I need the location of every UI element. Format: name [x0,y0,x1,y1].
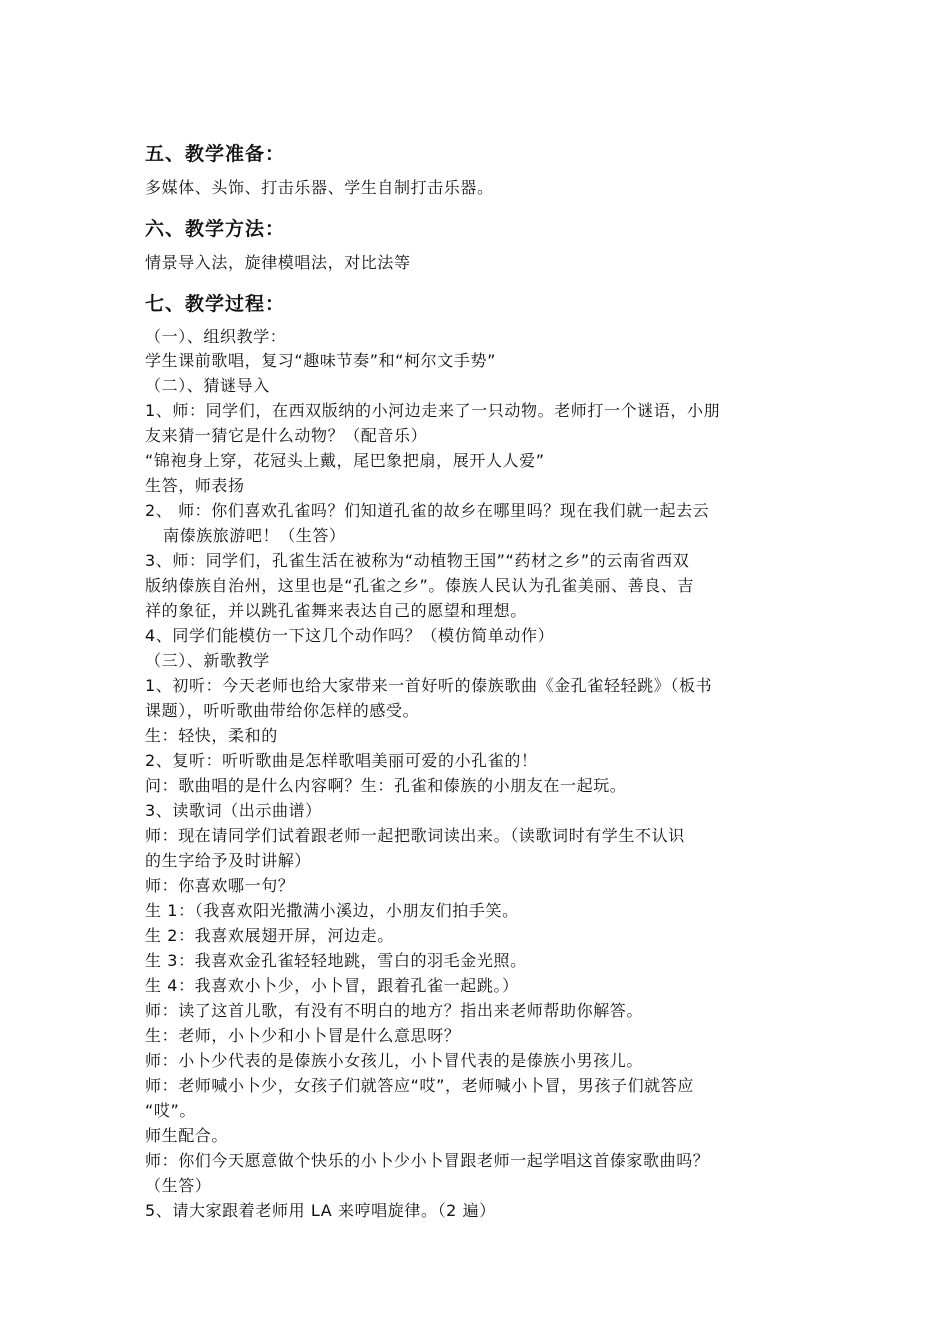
paragraph-line: 师生配合。 [145,1126,229,1145]
paragraph-line: （生答） [145,1176,212,1195]
paragraph-line: 生 1：（我喜欢阳光撒满小溪边，小朋友们拍手笑。 [145,901,519,920]
paragraph-line: 1、初听：今天老师也给大家带来一首好听的傣族歌曲《金孔雀轻轻跳》（板书 [145,676,713,695]
subheading-riddle: （二）、猜谜导入 [145,376,270,395]
paragraph-line: 2、 师：你们喜欢孔雀吗？们知道孔雀的故乡在哪里吗？现在我们就一起去云 [145,501,710,520]
paragraph-line: 生 2：我喜欢展翅开屏，河边走。 [145,926,394,945]
paragraph-line: 生：轻快，柔和的 [145,726,278,745]
paragraph-line: 1、师：同学们，在西双版纳的小河边走来了一只动物。老师打一个谜语，小朋 [145,401,721,420]
paragraph-line: “哎”。 [145,1101,196,1120]
paragraph-line: 师：读了这首儿歌，有没有不明白的地方？指出来老师帮助你解答。 [145,1001,644,1020]
paragraph-line: 生：老师，小卜少和小卜冒是什么意思呀？ [145,1026,461,1045]
paragraph-line: 课题），听听歌曲带给你怎样的感受。 [145,701,420,720]
paragraph-line: 师：你们今天愿意做个快乐的小卜少小卜冒跟老师一起学唱这首傣家歌曲吗？ [145,1151,710,1170]
paragraph-line: 师：小卜少代表的是傣族小女孩儿，小卜冒代表的是傣族小男孩儿。 [145,1051,644,1070]
section-heading-preparation: 五、教学准备： [145,143,286,165]
subheading-new-song: （三）、新歌教学 [145,651,270,670]
paragraph-line: 师：现在请同学们试着跟老师一起把歌词读出来。（读歌词时有学生不认识 [145,826,685,845]
paragraph-line: 生答，师表扬 [145,476,245,495]
section-heading-process: 七、教学过程： [145,293,286,315]
paragraph-line: 祥的象征，并以跳孔雀舞来表达自己的愿望和理想。 [145,601,527,620]
paragraph-method: 情景导入法，旋律模唱法，对比法等 [145,253,411,272]
paragraph-line: 学生课前歌唱，复习“趣味节奏”和“柯尔文手势” [145,351,496,370]
paragraph-line: 4、同学们能模仿一下这几个动作吗？（模仿简单动作） [145,626,555,645]
paragraph-line: 师：老师喊小卜少，女孩子们就答应“哎”，老师喊小卜冒，男孩子们就答应 [145,1076,694,1095]
paragraph-line: 的生字给予及时讲解） [145,851,312,870]
paragraph-line: 版纳傣族自治州，这里也是“孔雀之乡”。傣族人民认为孔雀美丽、善良、吉 [145,576,694,595]
paragraph-line: 5、请大家跟着老师用 LA 来哼唱旋律。（2 遍） [145,1201,496,1220]
paragraph-line: 2、复听：听听歌曲是怎样歌唱美丽可爱的小孔雀的！ [145,751,538,770]
paragraph-line: 南傣族旅游吧！（生答） [163,526,346,545]
paragraph-line: 友来猜一猜它是什么动物？（配音乐） [145,426,428,445]
paragraph-line: 3、读歌词（出示曲谱） [145,801,322,820]
section-heading-method: 六、教学方法： [145,218,286,240]
subheading-organize: （一）、组织教学： [145,327,287,346]
paragraph-line: 生 3：我喜欢金孔雀轻轻地跳，雪白的羽毛金光照。 [145,951,527,970]
paragraph-preparation: 多媒体、头饰、打击乐器、学生自制打击乐器。 [145,178,494,197]
paragraph-line: 3、师：同学们，孔雀生活在被称为“动植物王国”“药材之乡”的云南省西双 [145,551,690,570]
paragraph-line: 生 4：我喜欢小卜少，小卜冒，跟着孔雀一起跳。） [145,976,519,995]
riddle-quote: “锦袍身上穿，花冠头上戴，尾巴象把扇，展开人人爱” [145,451,545,470]
paragraph-line: 师：你喜欢哪一句？ [145,876,295,895]
paragraph-line: 问：歌曲唱的是什么内容啊？生：孔雀和傣族的小朋友在一起玩。 [145,776,627,795]
